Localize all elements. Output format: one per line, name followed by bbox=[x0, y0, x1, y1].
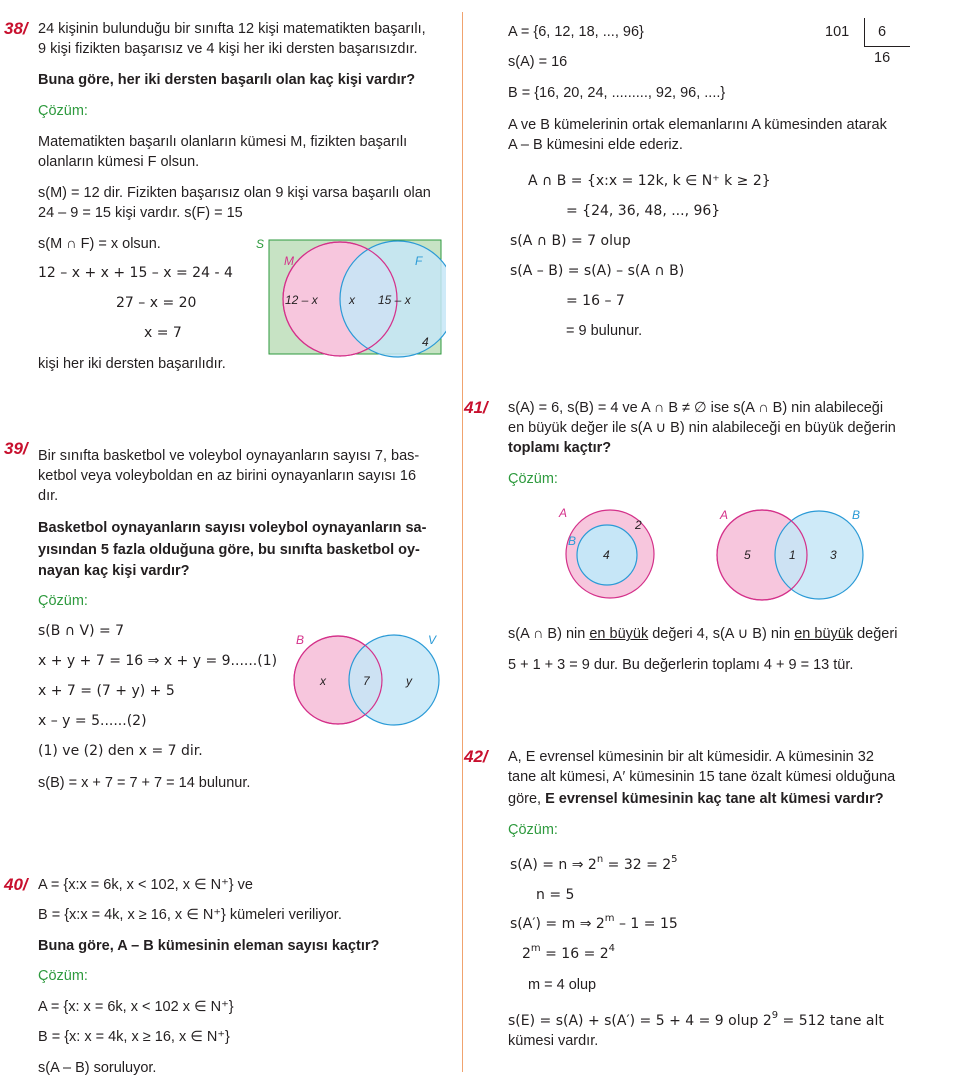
question-number-41: 41/ bbox=[464, 398, 488, 417]
q42-m4-text2: = 16 = 2 bbox=[540, 946, 609, 962]
q40-cont-line10: = 16 – 7 bbox=[566, 293, 625, 309]
q40-cont-line11: = 9 bulunur. bbox=[566, 323, 643, 339]
q40-cont-line8: s(A ∩ B) = 7 olup bbox=[510, 233, 631, 249]
q42-m1-text: s(A) = n ⇒ 2 bbox=[510, 857, 597, 873]
question-number-40: 40/ bbox=[4, 875, 28, 894]
q38-math-line1: s(M ∩ F) = x olsun. bbox=[38, 236, 161, 252]
q42-statement-line2: tane alt kümesi, A′ kümesinin 15 tane özalt kümesi olduğuna bbox=[508, 769, 896, 785]
q42-m4-text: 2 bbox=[522, 946, 531, 962]
b-only-value: x bbox=[320, 674, 326, 688]
q42-m1-exp2: 5 bbox=[671, 854, 678, 865]
q41-venn-diagram-2 bbox=[712, 505, 870, 601]
q39-statement-line3: dır. bbox=[38, 488, 59, 504]
column-divider bbox=[462, 12, 463, 1072]
set-b-label: B bbox=[852, 508, 861, 522]
q39-statement-line1: Bir sınıfta basketbol ve voleybol oynayanların sayısı 7, bas- bbox=[38, 448, 420, 464]
q39-math-line3: x + 7 = (7 + y) + 5 bbox=[38, 683, 175, 699]
division-divisor: 6 bbox=[878, 24, 887, 40]
b-value: 4 bbox=[603, 548, 610, 562]
q39-math-line6: s(B) = x + 7 = 7 + 7 = 14 bulunur. bbox=[38, 775, 251, 791]
q41-result-underlined-2: en büyük bbox=[794, 626, 854, 642]
division-dividend: 101 bbox=[825, 24, 850, 40]
division-horizontal-bar bbox=[864, 46, 910, 47]
q41-statement-line3: toplamı kaçtır? bbox=[508, 440, 612, 456]
q42-m6-exp: 9 bbox=[771, 1010, 779, 1021]
set-m-label: M bbox=[284, 254, 294, 268]
q40-cont-line7: = {24, 36, 48, ..., 96} bbox=[566, 203, 721, 219]
q42-m4-exp2: 4 bbox=[608, 943, 616, 954]
q39-math-line2: x + y + 7 = 16 ⇒ x + y = 9......(1) bbox=[38, 653, 278, 669]
intersection-value: x bbox=[349, 293, 355, 307]
q38-math-line2: 12 – x + x + 15 – x = 24 - 4 bbox=[38, 265, 233, 281]
q38-para2-line2: 24 – 9 = 15 kişi vardır. s(F) = 15 bbox=[38, 205, 243, 221]
q40-cont-line1: A = {6, 12, 18, ..., 96} bbox=[508, 24, 644, 40]
q38-question: Buna göre, her iki dersten başarılı olan kaç kişi vardır? bbox=[38, 72, 416, 88]
universe-label: S bbox=[256, 237, 265, 251]
set-v-label: V bbox=[428, 633, 437, 647]
q42-solution-label: Çözüm: bbox=[508, 822, 558, 838]
intersection-value: 1 bbox=[789, 548, 796, 562]
q39-question-line2: yısından 5 fazla olduğuna göre, bu sınıfta basketbol oy- bbox=[38, 542, 420, 558]
q40-solution-label: Çözüm: bbox=[38, 968, 88, 984]
q41-statement-line1: s(A) = 6, s(B) = 4 ve A ∩ B ≠ ∅ ise s(A ∩ B) nin alabileceği bbox=[508, 400, 884, 416]
a-only-value: 5 bbox=[744, 548, 751, 562]
q38-statement-line2: 9 kişi fizikten başarısız ve 4 kişi her iki dersten başarısızdır. bbox=[38, 41, 418, 57]
q41-solution-label: Çözüm: bbox=[508, 471, 558, 487]
a-only-value: 2 bbox=[635, 518, 642, 532]
q42-m6-text: s(E) = s(A) + s(A′) = 5 + 4 = 9 olup 2 bbox=[508, 1013, 772, 1029]
set-a-label: A bbox=[720, 508, 729, 522]
q38-para1-line1: Matematikten başarılı olanların kümesi M, fizikten başarılı bbox=[38, 134, 408, 150]
question-number-39: 39/ bbox=[4, 439, 28, 458]
q42-statement-line1: A, E evrensel kümesinin bir alt kümesidir. A kümesinin 32 bbox=[508, 749, 874, 765]
q42-math-line4 bbox=[522, 944, 615, 966]
q40-math-line1: A = {x: x = 6k, x < 102 x ∈ N⁺} bbox=[38, 999, 234, 1015]
q42-math-line2: n = 5 bbox=[536, 887, 575, 903]
q40-math-line3: s(A – B) soruluyor. bbox=[38, 1060, 157, 1076]
q40-math-line2: B = {x: x = 4k, x ≥ 16, x ∈ N⁺} bbox=[38, 1029, 230, 1045]
q38-solution-label: Çözüm: bbox=[38, 103, 88, 119]
q42-m3-text: s(A′) = m ⇒ 2 bbox=[510, 916, 605, 932]
q40-cont-line4: A ve B kümelerinin ortak elemanlarını A kümesinden atarak bbox=[508, 117, 887, 133]
q38-math-line3: 27 – x = 20 bbox=[116, 295, 197, 311]
q42-m3-text2: – 1 = 15 bbox=[614, 916, 678, 932]
q41-result-text-a: s(A ∩ B) nin bbox=[508, 626, 590, 642]
q42-math-line5: m = 4 olup bbox=[528, 977, 597, 993]
q39-question-line3: nayan kaç kişi vardır? bbox=[38, 563, 190, 579]
q40-cont-line9: s(A – B) = s(A) – s(A ∩ B) bbox=[510, 263, 685, 279]
q38-math-line4: x = 7 bbox=[144, 325, 182, 341]
q42-math-line7: kümesi vardır. bbox=[508, 1033, 599, 1049]
q42-m3-exp: m bbox=[604, 913, 615, 924]
outside-value: 4 bbox=[422, 335, 429, 349]
q42-math-line6 bbox=[508, 1011, 884, 1033]
q40-question: Buna göre, A – B kümesinin eleman sayısı kaçtır? bbox=[38, 938, 380, 954]
q42-statement-line3 bbox=[508, 789, 884, 809]
q40-cont-line3: B = {16, 20, 24, ........., 92, 96, ....} bbox=[508, 85, 726, 101]
q42-m6-text2: = 512 tane alt bbox=[778, 1013, 884, 1029]
set-a-label: A bbox=[559, 506, 568, 520]
f-only-value: 15 – x bbox=[378, 293, 411, 307]
q39-math-line5: (1) ve (2) den x = 7 dir. bbox=[38, 743, 203, 759]
set-f-label: F bbox=[415, 254, 423, 268]
q39-math-line1: s(B ∩ V) = 7 bbox=[38, 623, 125, 639]
q42-m1-text2: = 32 = 2 bbox=[603, 857, 672, 873]
q41-result-text-c: değeri 4, s(A ∪ B) nin bbox=[648, 626, 795, 642]
q41-statement-line2: en büyük değer ile s(A ∪ B) nin alabileceği en büyük değerin bbox=[508, 420, 896, 436]
m-only-value: 12 – x bbox=[285, 293, 318, 307]
q38-para2-line1: s(M) = 12 dir. Fizikten başarısız olan 9 kişi varsa başarılı olan bbox=[38, 185, 431, 201]
division-quotient: 16 bbox=[874, 50, 891, 66]
q38-result: kişi her iki dersten başarılıdır. bbox=[38, 356, 226, 372]
b-only-value: 3 bbox=[830, 548, 837, 562]
q40-statement-line2: B = {x:x = 4k, x ≥ 16, x ∈ N⁺} kümeleri veriliyor. bbox=[38, 907, 342, 923]
q42-math-line3 bbox=[510, 914, 678, 936]
q38-para1-line2: olanların kümesi F olsun. bbox=[38, 154, 200, 170]
q42-m1-exp1: n bbox=[596, 854, 604, 865]
q40-cont-line2: s(A) = 16 bbox=[508, 54, 568, 70]
q39-solution-label: Çözüm: bbox=[38, 593, 88, 609]
intersection-value: 7 bbox=[363, 674, 370, 688]
q40-cont-line5: A – B kümesini elde ederiz. bbox=[508, 137, 683, 153]
q39-statement-line2: ketbol veya voleyboldan en az birini oynayanların sayısı 16 bbox=[38, 468, 417, 484]
q40-statement-line1: A = {x:x = 6k, x < 102, x ∈ N⁺} ve bbox=[38, 877, 253, 893]
question-number-38: 38/ bbox=[4, 19, 28, 38]
q40-cont-line6: A ∩ B = {x:x = 12k, k ∈ N⁺ k ≥ 2} bbox=[528, 173, 771, 189]
q38-statement-line1: 24 kişinin bulunduğu bir sınıfta 12 kişi matematikten başarılı, bbox=[38, 21, 426, 37]
q39-venn-diagram bbox=[290, 630, 446, 726]
q41-result-underlined-1: en büyük bbox=[589, 626, 649, 642]
set-b-label: B bbox=[568, 534, 577, 548]
q41-venn-diagram-1 bbox=[553, 505, 665, 601]
q41-result-line1 bbox=[508, 624, 897, 644]
q38-venn-diagram bbox=[252, 234, 446, 358]
q39-math-line4: x – y = 5......(2) bbox=[38, 713, 147, 729]
q39-question-line1: Basketbol oynayanların sayısı voleybol oynayanların sa- bbox=[38, 520, 427, 536]
q41-result-line2: 5 + 1 + 3 = 9 dur. Bu değerlerin toplamı 4 + 9 = 13 tür. bbox=[508, 657, 854, 673]
set-b-label: B bbox=[296, 633, 305, 647]
q42-math-line1 bbox=[510, 855, 678, 877]
q42-m4-exp1: m bbox=[530, 943, 541, 954]
q42-statement-text: göre, bbox=[508, 791, 546, 807]
q41-result-text-e: değeri bbox=[853, 626, 898, 642]
division-vertical-bar bbox=[864, 18, 865, 46]
q42-question: E evrensel kümesinin kaç tane alt kümesi vardır? bbox=[545, 791, 884, 807]
question-number-42: 42/ bbox=[464, 747, 488, 766]
v-only-value: y bbox=[406, 674, 412, 688]
